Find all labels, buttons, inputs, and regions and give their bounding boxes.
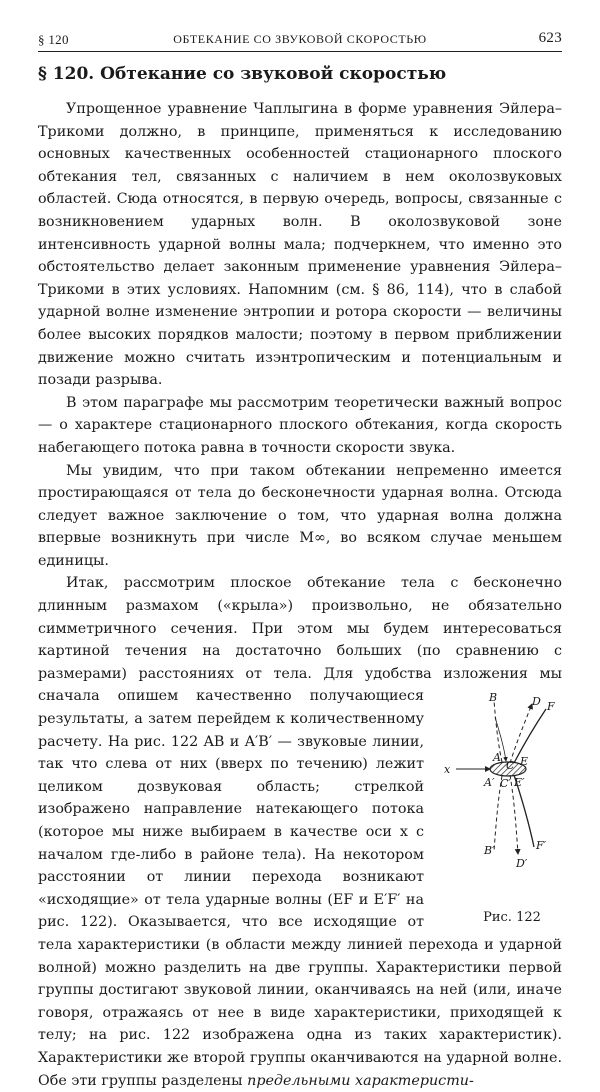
figure-122-diagram [434,689,562,904]
label-A-prime: A′ [484,776,495,790]
figure-122 [434,689,562,929]
label-x: x [444,763,451,777]
label-E-prime: E′ [514,776,525,790]
header-rule [38,51,562,52]
paragraph-4-italic-end: предельными характеристи- [247,1072,474,1089]
running-header [38,32,562,50]
body-text [38,98,562,1092]
paragraph-1: Упрощенное уравнение Чаплыгина в форме уравнения Эйлера–Трикоми должно, в принципе, применяться к исследованию основных качественных особенностей стационарного плоского обтекания тел, связанных с наличием в нем околозвуковых областей. Сюда относятся, в первую очередь, вопросы, связанные с возникновением ударных волн. В околозвуковой зоне интенсивность ударной волны мала; подчеркнем, что именно это обстоятельство делает законным применение уравнения Эйлера–Трикоми в этих условиях. Напомним (см. § 86, 114), что в слабой ударной волне изменение энтропии и ротора скорости — величины более высоких порядков малости; поэтому в первом приближении движение можно считать изэнтропическим и потенциальным и позади разрыва. [38,101,562,389]
label-D: D [532,695,541,709]
label-B-prime: B′ [484,844,495,858]
label-F: F [547,700,555,714]
label-C: C [506,759,515,773]
paragraph-4 [38,572,562,1092]
section-title: § 120. Обтекание со звуковой скоростью [38,64,447,84]
paragraph-4-continued: опишем качественно получающиеся результаты, а затем перейдем к количественному расчету. На рис. 122 AB и A′B′ — звуковые линии, так что слева от них (вверх по течению) лежит целиком дозвуковая область; стрелкой изображено направление натекающего потока (которое мы ниже выбираем в качестве оси x с началом где-либо в районе тела). На некотором расстоянии от линии перехода возникают «исходящие» от тела ударные волны (EF и E′F′ на рис. 122). Оказывается, что все исходящие от тела характеристики (в области между линией перехода и ударной волной) можно разделить на две группы. Характеристики первой группы достигают звуковой линии, оканчиваясь на ней (или, иначе говоря, отражаясь от нее в виде характеристики, приходящей к телу; на рис. 122 изображена одна из таких характеристик). Характеристики же второй группы оканчиваются на ударной волне. Обе эти группы разделены [38,688,562,1089]
label-C-prime: C′ [500,777,511,791]
header-running-title: ОБТЕКАНИЕ СО ЗВУКОВОЙ СКОРОСТЬЮ [173,32,427,46]
figure-caption: Рис. 122 [483,909,541,925]
paragraph-4-start: Итак, рассмотрим плоское обтекание тела с бесконечно длинным размахом («крыла») произвольно, не обязательно симметричного сечения. При этом мы будем интересоваться картиной течения на достаточно больших (по сравнению с размерами) расстояниях от тела. Для удобства изложения мы сначала [38,575,562,705]
header-section-ref: § 120 [38,32,69,47]
paragraph-2: В этом параграфе мы рассмотрим теоретически важный вопрос — о характере стационарного плоского обтекания, когда скорость набегающего потока равна в точности скорости звука. [38,394,562,456]
paragraph-3: Мы увидим, что при таком обтекании непременно имеется простирающаяся от тела до бесконечности ударная волна. Отсюда следует важное заключение о том, что ударная волна должна впервые возникнуть при числе M∞, во всяком случае меньшем единицы. [38,462,562,569]
label-B: B [489,691,498,705]
label-E: E [520,755,529,769]
page-number: 623 [538,30,562,46]
label-D-prime: D′ [516,857,528,871]
label-A: A [493,751,501,765]
shock-EF [514,709,546,763]
label-F-prime: F′ [536,839,547,853]
